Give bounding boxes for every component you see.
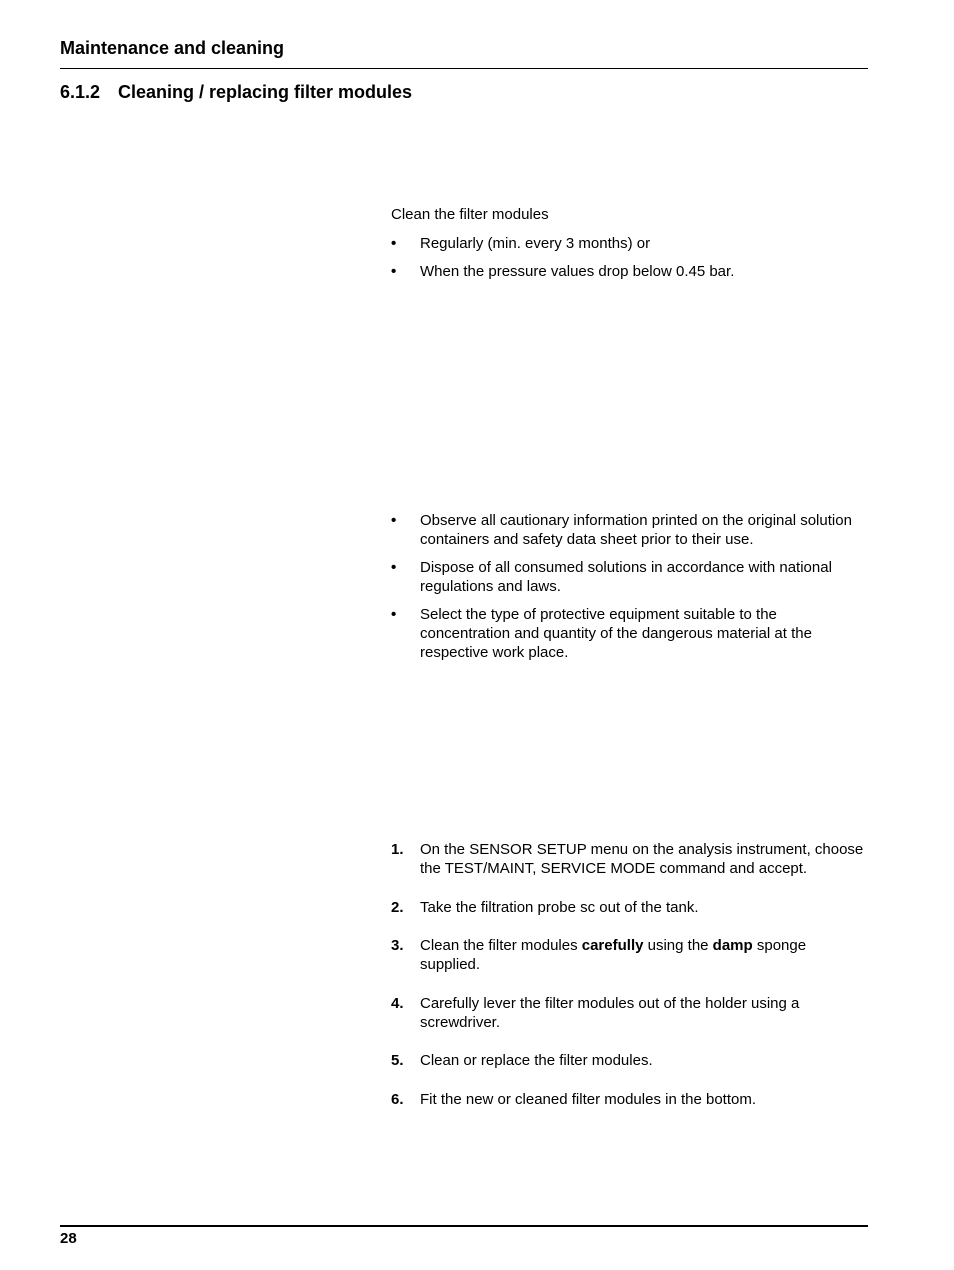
page-header-title: Maintenance and cleaning: [60, 38, 285, 58]
list-item-text: When the pressure values drop below 0.45 bar.: [420, 263, 735, 280]
step-5: [391, 1051, 866, 1070]
page-number: 28: [60, 1230, 77, 1247]
step-6: [391, 1090, 866, 1109]
list-item: [391, 605, 866, 662]
list-item-text: Dispose of all consumed solutions in accordance with national regulations and laws.: [420, 559, 832, 595]
list-item: [391, 262, 866, 281]
step-text: Take the filtration probe sc out of the tank.: [420, 899, 699, 916]
footer-divider: [60, 1225, 868, 1227]
step-text: Fit the new or cleaned filter modules in the bottom.: [420, 1091, 757, 1108]
list-item-text: Regularly (min. every 3 months) or: [420, 235, 651, 252]
safety-block: [391, 511, 866, 671]
step-2: [391, 898, 866, 917]
list-item: [391, 234, 866, 253]
step-text: [420, 937, 806, 973]
intro-block: [391, 205, 866, 290]
header-divider: [60, 68, 868, 69]
step-3: [391, 936, 866, 974]
steps-block: [391, 840, 866, 1109]
step-number: 2.: [391, 899, 404, 916]
step-number: 3.: [391, 937, 404, 954]
emphasis-carefully: carefully: [581, 937, 644, 954]
list-item: [391, 558, 866, 596]
procedure-steps: [391, 840, 866, 1109]
step-number: 6.: [391, 1091, 404, 1108]
step-text-part: Clean the filter modules: [420, 937, 582, 954]
step-number: 4.: [391, 995, 404, 1012]
section-title: Cleaning / replacing filter modules: [118, 82, 413, 102]
bullet-icon: •: [391, 235, 397, 252]
list-item-text: Observe all cautionary information printed on the original solution containers and safety data sheet prior to their use.: [420, 512, 852, 548]
intro-bullet-list: [391, 234, 866, 281]
bullet-icon: •: [391, 559, 397, 576]
list-item-text: Select the type of protective equipment suitable to the concentration and quantity of the dangerous material at the respective work place.: [420, 606, 812, 661]
emphasis-damp: damp: [712, 937, 753, 954]
step-number: 1.: [391, 841, 404, 858]
step-1: [391, 840, 866, 878]
list-item: [391, 511, 866, 549]
intro-text: Clean the filter modules: [391, 206, 549, 223]
step-text: On the SENSOR SETUP menu on the analysis instrument, choose the TEST/MAINT, SERVICE MODE command and accept.: [420, 841, 864, 877]
step-4: [391, 994, 866, 1032]
safety-bullet-list: [391, 511, 866, 662]
bullet-icon: •: [391, 263, 397, 280]
bullet-icon: •: [391, 512, 397, 529]
step-number: 5.: [391, 1052, 404, 1069]
step-text-part: using the: [643, 937, 713, 954]
step-text: Carefully lever the filter modules out of the holder using a screwdriver.: [420, 995, 800, 1031]
section-heading: [60, 82, 412, 103]
step-text-part: sponge supplied.: [420, 937, 807, 973]
bullet-icon: •: [391, 606, 397, 623]
step-text: Clean or replace the filter modules.: [420, 1052, 653, 1069]
section-number: 6.1.2: [60, 82, 101, 102]
